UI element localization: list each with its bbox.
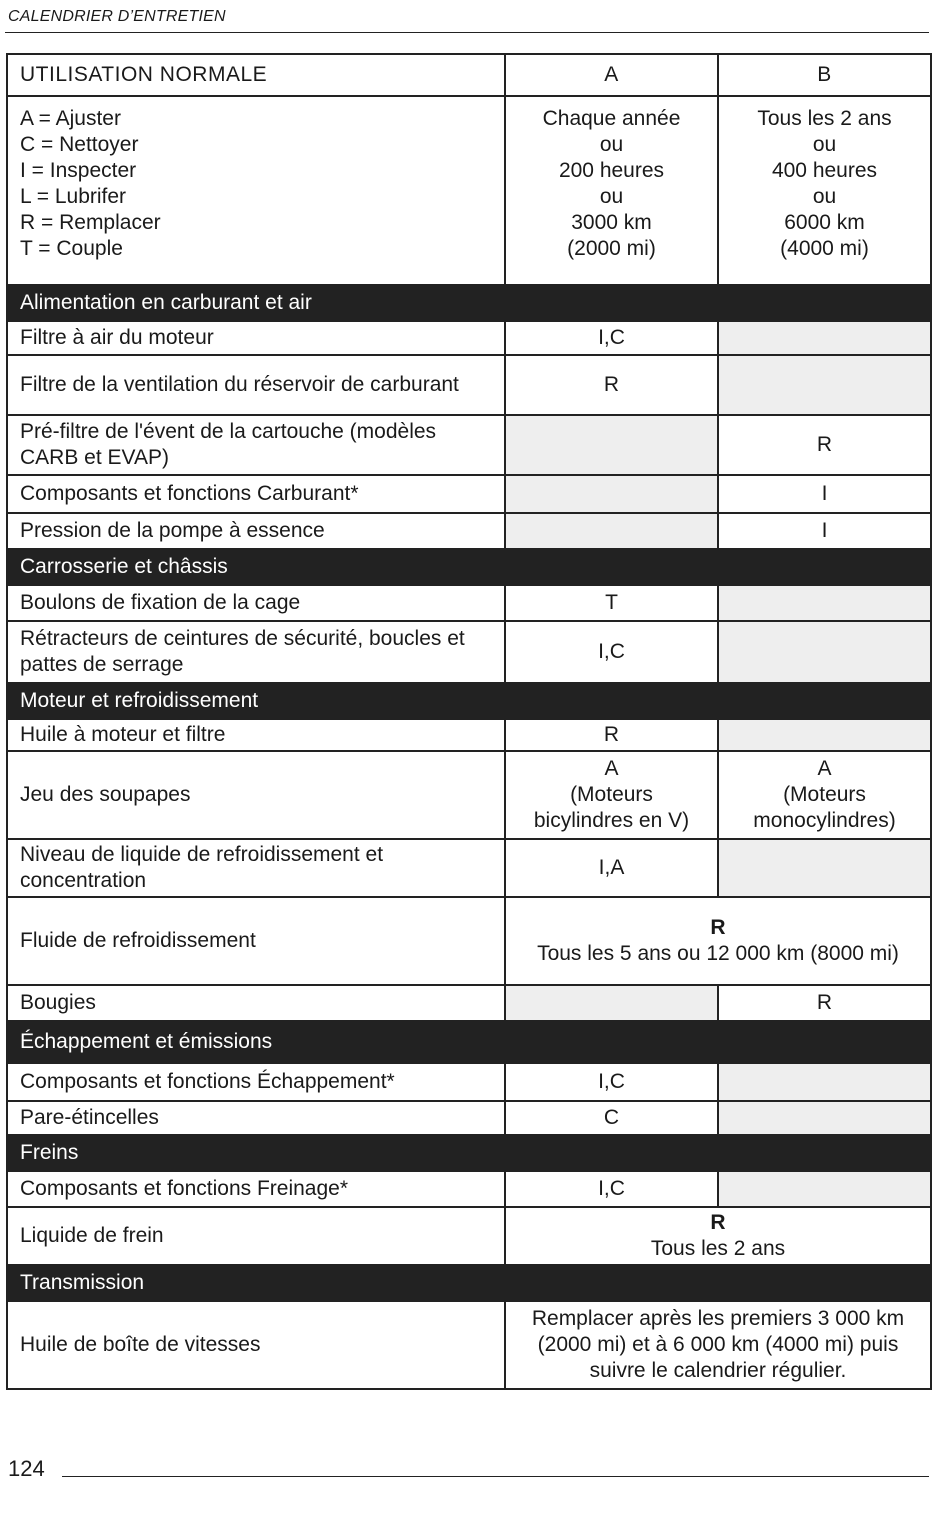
table-row [7, 719, 931, 751]
legend-item: T = Couple [20, 237, 123, 260]
value-a: I,C [505, 1063, 718, 1101]
value-b-empty [718, 585, 931, 621]
value-a-empty [505, 513, 718, 549]
span-text: Tous les 5 ans ou 12 000 km (8000 mi) [537, 942, 899, 965]
value-b-empty [718, 1171, 931, 1207]
value-b-empty [718, 839, 931, 897]
table-row [7, 621, 931, 683]
table-row [7, 839, 931, 897]
item-label: Niveau de liquide de refroidissement et concentration [7, 839, 505, 897]
span-code: R [710, 916, 726, 939]
table-row [7, 1063, 931, 1101]
item-label: Liquide de frein [7, 1207, 505, 1265]
item-label: Huile de boîte de vitesses [7, 1301, 505, 1389]
table-row [7, 1101, 931, 1135]
table-row [7, 1207, 931, 1265]
table-row [7, 415, 931, 475]
section-header-row [7, 683, 931, 719]
item-label: Pression de la pompe à essence [7, 513, 505, 549]
interval-a-cell [505, 96, 718, 285]
interval-line: (2000 mi) [567, 237, 656, 260]
item-label: Composants et fonctions Échappement* [7, 1063, 505, 1101]
legend-item: I = Inspecter [20, 159, 137, 182]
table-row [7, 475, 931, 513]
table-row [7, 513, 931, 549]
item-label: Pare-étincelles [7, 1101, 505, 1135]
interval-line: 3000 km [571, 211, 652, 234]
table-row [7, 1171, 931, 1207]
value-b-empty [718, 621, 931, 683]
value-a: T [505, 585, 718, 621]
value-a: C [505, 1101, 718, 1135]
section-header-row [7, 285, 931, 321]
footer-rule [62, 1476, 929, 1477]
value-a: I,C [505, 321, 718, 355]
section-header-row [7, 1135, 931, 1171]
section-title: Freins [7, 1135, 931, 1171]
legend-item: R = Remplacer [20, 211, 161, 234]
interval-line: ou [599, 133, 624, 156]
value-b [718, 751, 931, 839]
item-label: Huile à moteur et filtre [7, 719, 505, 751]
item-label: Jeu des soupapes [7, 751, 505, 839]
value-b-empty [718, 1063, 931, 1101]
interval-line: (4000 mi) [780, 237, 869, 260]
table-row [7, 1301, 931, 1389]
item-label: Filtre à air du moteur [7, 321, 505, 355]
section-title: Moteur et refroidissement [7, 683, 931, 719]
value-a-empty [505, 475, 718, 513]
interval-line: ou [812, 133, 837, 156]
table-row [7, 897, 931, 985]
interval-line: Chaque année [542, 107, 681, 130]
item-label: Rétracteurs de ceintures de sécurité, boucles et pattes de serrage [7, 621, 505, 683]
value-b: R [718, 415, 931, 475]
section-title: Échappement et émissions [7, 1021, 931, 1063]
section-header-row [7, 549, 931, 585]
item-label: Boulons de fixation de la cage [7, 585, 505, 621]
span-text: Remplacer après les premiers 3 000 km (2000 mi) et à 6 000 km (4000 mi) puis suivre le calendrier régulier. [531, 1307, 905, 1382]
value-b: I [718, 475, 931, 513]
section-title: Carrosserie et châssis [7, 549, 931, 585]
value-b-empty [718, 355, 931, 415]
value-b-code: A [817, 757, 832, 780]
value-a-empty [505, 985, 718, 1021]
value-a-empty [505, 415, 718, 475]
section-header-row [7, 1021, 931, 1063]
maintenance-schedule-table [6, 53, 932, 1390]
span-text: Tous les 2 ans [650, 1237, 786, 1260]
interval-line: ou [599, 185, 624, 208]
value-a: R [505, 355, 718, 415]
interval-line: 6000 km [784, 211, 865, 234]
column-b-header: B [718, 54, 931, 96]
item-label: Fluide de refroidissement [7, 897, 505, 985]
table-row [7, 585, 931, 621]
legend-cell [7, 96, 505, 285]
section-header-row [7, 1265, 931, 1301]
value-b-empty [718, 321, 931, 355]
value-a [505, 751, 718, 839]
interval-line: Tous les 2 ans [757, 107, 892, 130]
span-code: R [710, 1211, 726, 1234]
item-label: Composants et fonctions Carburant* [7, 475, 505, 513]
value-a: I,C [505, 1171, 718, 1207]
interval-line: 400 heures [771, 159, 878, 182]
table-title: UTILISATION NORMALE [7, 54, 505, 96]
table-row [7, 751, 931, 839]
value-a-code: A [604, 757, 619, 780]
value-b-empty [718, 1101, 931, 1135]
table-row [7, 321, 931, 355]
value-a-note: (Moteurs bicylindres en V) [533, 783, 690, 832]
value-a: I,C [505, 621, 718, 683]
table-title-row [7, 54, 931, 96]
table-row [7, 355, 931, 415]
interval-b-cell [718, 96, 931, 285]
value-b-empty [718, 719, 931, 751]
item-label: Composants et fonctions Freinage* [7, 1171, 505, 1207]
item-label: Pré-filtre de l'évent de la cartouche (modèles CARB et EVAP) [7, 415, 505, 475]
legend-item: L = Lubrifer [20, 185, 127, 208]
item-label: Filtre de la ventilation du réservoir de carburant [7, 355, 505, 415]
span-value [505, 897, 931, 985]
section-title: Alimentation en carburant et air [7, 285, 931, 321]
page-number: 124 [8, 1456, 45, 1481]
value-a: I,A [505, 839, 718, 897]
legend-item: C = Nettoyer [20, 133, 139, 156]
item-label: Bougies [7, 985, 505, 1021]
running-header: CALENDRIER D’ENTRETIEN [8, 8, 226, 25]
table-row [7, 985, 931, 1021]
span-value [505, 1207, 931, 1265]
header-rule [5, 32, 929, 33]
span-value [505, 1301, 931, 1389]
value-a: R [505, 719, 718, 751]
value-b: I [718, 513, 931, 549]
interval-line: 200 heures [558, 159, 665, 182]
value-b-note: (Moteurs monocylindres) [753, 783, 896, 832]
interval-line: ou [812, 185, 837, 208]
section-title: Transmission [7, 1265, 931, 1301]
legend-item: A = Ajuster [20, 107, 121, 130]
value-b: R [718, 985, 931, 1021]
legend-row [7, 96, 931, 285]
column-a-header: A [505, 54, 718, 96]
